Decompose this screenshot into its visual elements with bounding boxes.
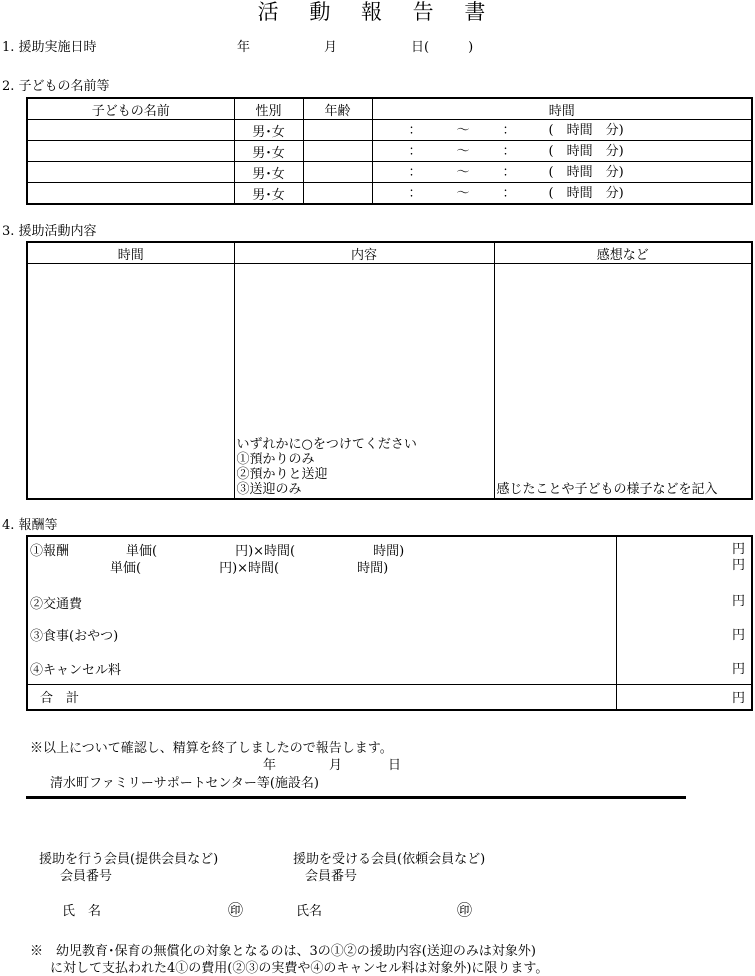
age-cell[interactable] [303,120,372,141]
duration: ( 時間 分) [548,144,624,159]
activity-table [26,241,753,500]
gender-cell[interactable]: 男･女 [234,162,303,183]
table-row [27,141,752,162]
activity-body-row [27,264,752,499]
provider-seal-icon: ㊞ [228,901,244,919]
yen-fee-2: 円 [731,558,745,573]
age-cell[interactable] [303,141,372,162]
header-activity-content: 内容 [234,242,494,264]
age-cell[interactable] [303,162,372,183]
table-row [27,120,752,141]
time-cell[interactable] [372,141,752,162]
receiver-seal-icon: ㊞ [457,901,473,919]
header-impressions: 感想など [494,242,752,264]
time-cell[interactable] [372,162,752,183]
total-row [27,684,752,710]
tilde: 〜 [456,186,470,201]
header-age: 年齢 [303,98,372,120]
colon: ： [408,186,422,201]
provider-label: 援助を行う会員(提供会員など) [39,852,219,867]
section-1-label: 1. 援助実施日時 [2,40,97,55]
center-name-label: 清水町ファミリーサポートセンター等(施設名) [50,776,319,791]
day-label: 日( ) [411,40,474,55]
yen-transport: 円 [731,594,745,609]
time-cell[interactable] [372,183,752,205]
activity-header-row [27,242,752,264]
yen-cancel: 円 [731,662,745,677]
activity-content-cell[interactable] [234,264,494,499]
colon: ： [408,123,422,138]
tilde: 〜 [456,165,470,180]
center-signature-line [26,796,686,799]
transport-label: ②交通費 [30,597,83,612]
payment-items-row [27,536,752,684]
time-cell[interactable] [372,120,752,141]
confirm-month: 月 [329,758,343,773]
payment-items-cell [27,536,616,684]
colon: ： [502,165,516,180]
payment-amounts-cell[interactable] [616,536,752,684]
confirm-day: 日 [388,758,402,773]
children-header-row [27,98,752,120]
option-3[interactable]: ③送迎のみ [236,481,302,497]
header-activity-time: 時間 [27,242,234,264]
year-label: 年 [237,40,251,55]
section-4-label: 4. 報酬等 [2,518,58,533]
receiver-label: 援助を受ける会員(依頼会員など) [293,852,486,867]
gender-cell[interactable]: 男･女 [234,120,303,141]
children-table [26,97,753,205]
gender-cell[interactable]: 男･女 [234,183,303,205]
option-1[interactable]: ①預かりのみ [236,451,315,467]
meal-label: ③食事(おやつ) [30,629,119,644]
section-3-label: 3. 援助活動内容 [2,224,97,239]
header-gender: 性別 [234,98,303,120]
colon: ： [502,123,516,138]
confirm-text: ※以上について確認し、精算を終了しましたので報告します。 [30,741,393,756]
impressions-cell[interactable] [494,264,752,499]
receiver-name-label: 氏名 [296,904,323,919]
duration: ( 時間 分) [548,186,624,201]
header-child-name: 子どもの名前 [27,98,234,120]
page-title: 活 動 報 告 書 [257,0,498,24]
colon: ： [502,186,516,201]
section-2-label: 2. 子どもの名前等 [2,79,110,94]
duration: ( 時間 分) [548,123,624,138]
duration: ( 時間 分) [548,165,624,180]
age-cell[interactable] [303,183,372,205]
payment-table [26,535,753,711]
option-2[interactable]: ②預かりと送迎 [236,466,328,482]
child-name-cell[interactable] [27,120,234,141]
yen-meal: 円 [731,628,745,643]
provider-name-label: 氏 名 [62,904,102,919]
confirm-year: 年 [263,758,277,773]
child-name-cell[interactable] [27,141,234,162]
table-row [27,183,752,205]
month-label: 月 [324,40,338,55]
cancel-label: ④キャンセル料 [30,663,122,678]
fee-label: ①報酬 [30,544,70,559]
yen-fee-1: 円 [731,542,745,557]
child-name-cell[interactable] [27,162,234,183]
gender-cell[interactable]: 男･女 [234,141,303,162]
colon: ： [408,144,422,159]
unit-price-line-1[interactable]: 単価( 円)×時間( 時間) [126,544,405,559]
tilde: 〜 [456,144,470,159]
colon: ： [408,165,422,180]
receiver-number-label: 会員番号 [305,869,358,884]
total-label: 合 計 [27,684,616,710]
unit-price-line-2[interactable]: 単価( 円)×時間( 時間) [110,561,389,576]
table-row [27,162,752,183]
child-name-cell[interactable] [27,183,234,205]
content-instruction: いずれかに○をつけてください [236,436,417,452]
header-time: 時間 [372,98,752,120]
note-line-1: ※ 幼児教育･保育の無償化の対象となるのは、3の①②の援助内容(送迎のみは対象外) [30,944,536,959]
colon: ： [502,144,516,159]
activity-time-cell[interactable] [27,264,234,499]
total-yen[interactable]: 円 [616,684,752,710]
impressions-note: 感じたことや子どもの様子などを記入 [496,481,718,497]
note-line-2: に対して支払われた4①の費用(②③の実費や④のキャンセル料は対象外)に限ります。 [50,961,549,976]
provider-number-label: 会員番号 [60,869,113,884]
tilde: 〜 [456,123,470,138]
